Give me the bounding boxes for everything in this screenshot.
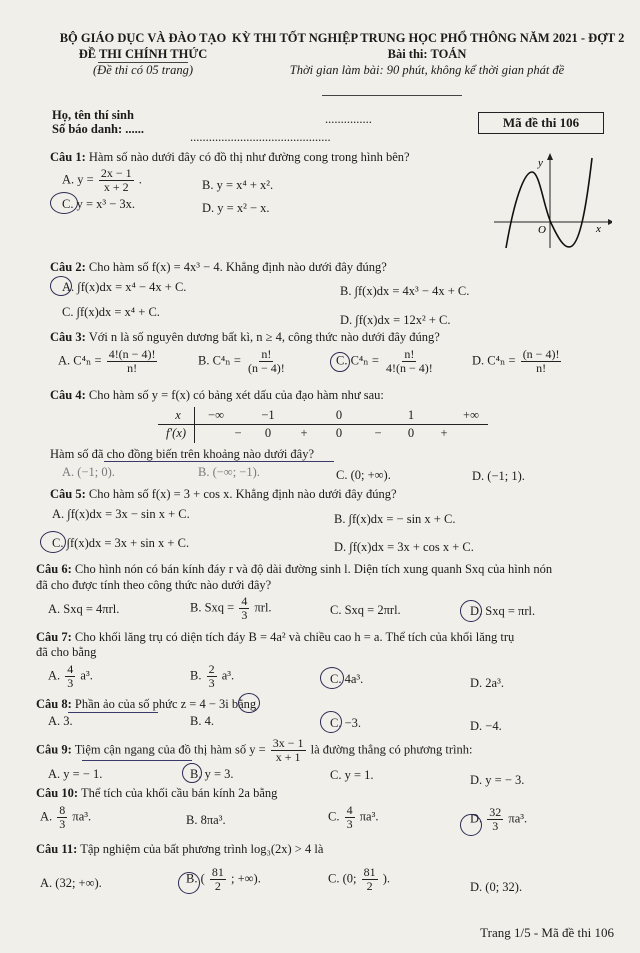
q6-b-post: πrl. bbox=[254, 600, 272, 615]
q3-option-d bbox=[472, 348, 563, 375]
q2-number: Câu 2: bbox=[50, 260, 86, 274]
answer-mark-q9 bbox=[182, 763, 202, 783]
page-footer: Trang 1/5 - Mã đề thi 106 bbox=[480, 925, 614, 940]
q8-stem bbox=[36, 697, 256, 712]
q10-d-prefix: D. bbox=[470, 811, 483, 826]
q6-b-den: 3 bbox=[241, 608, 248, 622]
q6-b-num: 4 bbox=[241, 594, 248, 608]
q8-option-b: B. 4. bbox=[190, 714, 214, 728]
q9-option-a: A. y = − 1. bbox=[48, 767, 103, 781]
sign-table-f-cell: 0 bbox=[264, 426, 272, 440]
q7-b-den: 3 bbox=[208, 676, 215, 690]
q6-option-c: C. Sxq = 2πrl. bbox=[330, 603, 401, 617]
q3-c-num: n! bbox=[404, 347, 415, 361]
q3-option-b bbox=[198, 348, 289, 375]
q11-c-fraction bbox=[362, 866, 378, 893]
header-right-rule bbox=[322, 95, 462, 96]
q7-a-fraction bbox=[65, 663, 75, 690]
sign-table-f-cell: 0 bbox=[407, 426, 415, 440]
q6-stem-line2: đã cho được tính theo công thức nào dưới đây? bbox=[36, 578, 272, 592]
answer-mark-q3 bbox=[330, 352, 350, 372]
answer-mark-q2 bbox=[50, 276, 72, 296]
q10-text: Thể tích của khối cầu bán kính 2a bằng bbox=[80, 786, 278, 800]
q9-fraction bbox=[271, 737, 306, 764]
q3-text: Với n là số nguyên dương bất kì, n ≥ 4, công thức nào dưới đây đúng? bbox=[88, 330, 440, 344]
q3-a-fraction bbox=[107, 348, 158, 375]
q7-a-post: a³. bbox=[80, 668, 93, 683]
q3-d-num: (n − 4)! bbox=[522, 347, 560, 361]
q11-c-num: 81 bbox=[363, 865, 376, 879]
annotation-underline-q4 bbox=[104, 461, 334, 462]
q2-option-b: B. ∫f(x)dx = 4x³ − 4x + C. bbox=[340, 284, 470, 298]
q7-b-fraction bbox=[207, 663, 217, 690]
graph-x-arrow bbox=[608, 219, 612, 225]
q1-option-b: B. y = x⁴ + x². bbox=[202, 178, 274, 192]
q3-b-fraction bbox=[246, 348, 287, 375]
ministry-name: BỘ GIÁO DỤC VÀ ĐÀO TẠO bbox=[59, 31, 227, 45]
q6-stem-line1 bbox=[36, 562, 552, 577]
q7-a-prefix: A. bbox=[48, 668, 61, 683]
q3-b-num: n! bbox=[261, 347, 272, 361]
q3-a-prefix: A. C⁴ₙ = bbox=[58, 353, 102, 368]
q7-option-d: D. 2a³. bbox=[470, 676, 504, 690]
q11-c-prefix: C. (0; bbox=[328, 871, 357, 886]
sign-table-f-cell: + bbox=[300, 426, 308, 440]
q9-frac-num: 3x − 1 bbox=[272, 736, 304, 750]
q9-option-b: B. y = 3. bbox=[190, 767, 234, 781]
sign-table-f-cell: − bbox=[234, 426, 242, 440]
q11-option-a: A. (32; +∞). bbox=[40, 876, 102, 890]
q10-number: Câu 10: bbox=[36, 786, 79, 800]
q5-option-a: A. ∫f(x)dx = 3x − sin x + C. bbox=[52, 507, 190, 521]
q5-number: Câu 5: bbox=[50, 487, 86, 501]
q2-option-c: C. ∫f(x)dx = x⁴ + C. bbox=[62, 305, 160, 319]
graph-y-arrow bbox=[547, 153, 553, 160]
q7-b-prefix: B. bbox=[190, 668, 202, 683]
answer-mark-q6 bbox=[460, 600, 482, 622]
q7-a-den: 3 bbox=[67, 676, 74, 690]
answer-mark-q7 bbox=[320, 667, 344, 689]
graph-origin-label: O bbox=[538, 224, 546, 236]
q9-frac-den: x + 1 bbox=[275, 750, 301, 764]
q3-option-a bbox=[58, 348, 159, 375]
q7-stem-line1 bbox=[36, 630, 514, 645]
exam-code-box: Mã đề thi 106 bbox=[478, 112, 604, 134]
q9-text-pre: Tiệm cận ngang của đồ thị hàm số y = bbox=[74, 742, 266, 757]
q11-option-d: D. (0; 32). bbox=[470, 880, 523, 894]
q9-text-post: là đường thẳng có phương trình: bbox=[310, 742, 473, 757]
q10-d-den: 3 bbox=[492, 819, 499, 833]
q1-a-prefix: A. y = bbox=[62, 172, 94, 187]
q6-b-fraction bbox=[239, 595, 249, 622]
q10-a-den: 3 bbox=[59, 817, 66, 831]
q7-stem-line2: đã cho bằng bbox=[36, 645, 97, 659]
q3-stem bbox=[50, 330, 440, 345]
answer-mark-q5 bbox=[40, 531, 66, 553]
q8-option-a: A. 3. bbox=[48, 714, 73, 728]
q6-option-b bbox=[190, 595, 272, 622]
q3-a-den: n! bbox=[127, 361, 138, 375]
name-dots: ............... bbox=[325, 112, 372, 126]
q4-sign-table bbox=[158, 407, 488, 443]
q2-text: Cho hàm số f(x) = 4x³ − 4. Khẳng định nào dưới đây đúng? bbox=[88, 260, 387, 274]
q8-option-c: C. −3. bbox=[330, 716, 362, 730]
id-dots: ............................................. bbox=[190, 130, 331, 144]
annotation-circle-q8 bbox=[238, 693, 260, 713]
q1-option-c: C. y = x³ − 3x. bbox=[62, 197, 136, 211]
exam-title: KỲ THI TỐT NGHIỆP TRUNG HỌC PHỔ THÔNG NĂM 2021 - ĐỢT 2 bbox=[232, 31, 625, 45]
sign-table-x-cell: +∞ bbox=[463, 408, 479, 422]
q4-option-b: B. (−∞; −1). bbox=[198, 465, 260, 479]
q10-a-prefix: A. bbox=[40, 809, 53, 824]
q1-option-d: D. y = x² − x. bbox=[202, 201, 270, 215]
q11-c-post: ). bbox=[382, 871, 391, 886]
q8-option-d: D. −4. bbox=[470, 719, 502, 733]
q7-text1: Cho khối lăng trụ có diện tích đáy B = 4a² và chiều cao h = a. Thể tích của khối lăng trụ bbox=[74, 630, 515, 644]
q6-number: Câu 6: bbox=[36, 562, 72, 576]
q5-option-c: C. ∫f(x)dx = 3x + sin x + C. bbox=[52, 536, 190, 550]
q10-c-prefix: C. bbox=[328, 809, 340, 824]
q3-c-prefix: C. C⁴ₙ = bbox=[336, 353, 379, 368]
q7-number: Câu 7: bbox=[36, 630, 72, 644]
q7-option-c: C. 4a³. bbox=[330, 672, 364, 686]
sign-table-f-cell: − bbox=[374, 426, 382, 440]
q7-a-num: 4 bbox=[67, 662, 74, 676]
q2-option-a: A. ∫f(x)dx = x⁴ − 4x + C. bbox=[62, 280, 187, 294]
q4-stem bbox=[50, 388, 384, 403]
q7-option-a bbox=[48, 663, 93, 690]
q8-text: Phần ảo của số phức z = 4 − 3i bằng bbox=[74, 697, 257, 711]
q8-number: Câu 8: bbox=[36, 697, 72, 711]
q10-c-post: πa³. bbox=[359, 809, 379, 824]
q11-b-num: 81 bbox=[211, 865, 224, 879]
header-left-rule bbox=[98, 62, 188, 63]
q10-c-num: 4 bbox=[346, 803, 353, 817]
q10-option-a bbox=[40, 804, 91, 831]
q3-b-prefix: B. C⁴ₙ = bbox=[198, 353, 241, 368]
sign-table-x-cell: −∞ bbox=[208, 408, 224, 422]
graph-x-label: x bbox=[596, 223, 601, 235]
q10-c-den: 3 bbox=[346, 817, 353, 831]
q1-text: Hàm số nào dưới đây có đồ thị như đường cong trong hình bên? bbox=[88, 150, 410, 164]
q11-c-den: 2 bbox=[366, 879, 373, 893]
sign-table-f-cell: + bbox=[440, 426, 448, 440]
answer-mark-q11 bbox=[178, 872, 200, 894]
student-id-label: Số báo danh: ...... bbox=[52, 122, 145, 136]
official-label: ĐỀ THI CHÍNH THỨC bbox=[78, 47, 208, 61]
pages-note: (Đề thi có 05 trang) bbox=[93, 63, 193, 77]
q6-option-a: A. Sxq = 4πrl. bbox=[48, 602, 120, 616]
q5-stem bbox=[50, 487, 397, 502]
sign-table-x-cell: −1 bbox=[261, 408, 275, 422]
sign-table-x-cell: 0 bbox=[335, 408, 343, 422]
q7-b-num: 2 bbox=[208, 662, 215, 676]
q10-option-b: B. 8πa³. bbox=[186, 813, 226, 827]
q10-c-fraction bbox=[345, 804, 355, 831]
q10-a-fraction bbox=[57, 804, 67, 831]
q10-stem bbox=[36, 786, 277, 801]
q11-option-c bbox=[328, 866, 390, 893]
sign-table-x-head: x bbox=[175, 408, 181, 422]
q11-text: Tập nghiệm của bất phương trình log₃(2x) > 4 là bbox=[80, 842, 324, 856]
q10-d-post: πa³. bbox=[508, 811, 528, 826]
q10-a-num: 8 bbox=[59, 803, 66, 817]
q7-option-b bbox=[190, 663, 234, 690]
q11-b-post: ; +∞). bbox=[231, 871, 261, 886]
q3-number: Câu 3: bbox=[50, 330, 86, 344]
q11-number: Câu 11: bbox=[36, 842, 78, 856]
q3-option-c bbox=[336, 348, 437, 375]
q3-d-den: n! bbox=[536, 361, 547, 375]
q1-option-a bbox=[62, 167, 142, 194]
q3-c-den: 4!(n − 4)! bbox=[386, 361, 433, 375]
q4-option-a: A. (−1; 0). bbox=[62, 465, 115, 479]
q1-a-den: x + 2 bbox=[103, 180, 129, 194]
q11-b-prefix: B. ( bbox=[186, 871, 205, 886]
q2-option-d: D. ∫f(x)dx = 12x² + C. bbox=[340, 313, 451, 327]
q6-option-d: D. Sxq = πrl. bbox=[470, 604, 536, 618]
q2-stem bbox=[50, 260, 387, 275]
q6-text1: Cho hình nón có bán kính đáy r và độ dài đường sinh l. Diện tích xung quanh Sxq của hình nón bbox=[74, 562, 553, 576]
q1-a-post: . bbox=[138, 172, 142, 187]
sign-table-col-line bbox=[194, 407, 195, 443]
header-right bbox=[232, 30, 625, 78]
q10-option-c bbox=[328, 804, 378, 831]
answer-mark-q1 bbox=[50, 192, 78, 214]
q9-option-c: C. y = 1. bbox=[330, 768, 374, 782]
time-note: Thời gian làm bài: 90 phút, không kể thời gian phát đề bbox=[289, 63, 565, 77]
q3-d-prefix: D. C⁴ₙ = bbox=[472, 353, 516, 368]
q3-c-fraction bbox=[384, 348, 435, 375]
q11-b-den: 2 bbox=[214, 879, 221, 893]
q11-stem bbox=[36, 842, 323, 857]
subject-label: Bài thi: TOÁN bbox=[387, 47, 467, 61]
q1-number: Câu 1: bbox=[50, 150, 86, 164]
sign-table-x-cell: 1 bbox=[407, 408, 415, 422]
q1-stem bbox=[50, 150, 410, 165]
q3-a-num: 4!(n − 4)! bbox=[108, 347, 156, 361]
sign-table-f-head: f′(x) bbox=[165, 426, 187, 440]
q1-graph bbox=[492, 150, 612, 250]
q9-option-d: D. y = − 3. bbox=[470, 773, 525, 787]
q10-d-fraction bbox=[487, 806, 503, 833]
q10-d-num: 32 bbox=[489, 805, 502, 819]
answer-mark-q10 bbox=[460, 814, 482, 836]
q5-option-b: B. ∫f(x)dx = − sin x + C. bbox=[334, 512, 456, 526]
q4-number: Câu 4: bbox=[50, 388, 86, 402]
q5-option-d: D. ∫f(x)dx = 3x + cos x + C. bbox=[334, 540, 474, 554]
q10-a-post: πa³. bbox=[72, 809, 92, 824]
annotation-underline-q8 bbox=[68, 712, 158, 713]
q3-b-den: (n − 4)! bbox=[248, 361, 285, 375]
q1-a-fraction bbox=[99, 167, 134, 194]
q5-text: Cho hàm số f(x) = 3 + cos x. Khẳng định nào dưới đây đúng? bbox=[88, 487, 397, 501]
q7-b-post: a³. bbox=[221, 668, 235, 683]
annotation-underline-q9 bbox=[82, 760, 192, 761]
graph-y-label: y bbox=[538, 157, 543, 169]
q4-option-c: C. (0; +∞). bbox=[336, 468, 391, 482]
q4-option-d: D. (−1; 1). bbox=[472, 469, 525, 483]
sign-table-f-cell: 0 bbox=[335, 426, 343, 440]
q1-a-num: 2x − 1 bbox=[100, 166, 132, 180]
q3-d-fraction bbox=[521, 348, 562, 375]
q11-b-fraction bbox=[210, 866, 226, 893]
student-name-label: Họ, tên thí sinh bbox=[52, 108, 134, 122]
sign-table-row-line bbox=[158, 424, 488, 425]
q9-number: Câu 9: bbox=[36, 742, 72, 757]
q4-text: Cho hàm số y = f(x) có bảng xét dấu của đạo hàm như sau: bbox=[88, 388, 384, 402]
q4-question: Hàm số đã cho đồng biến trên khoảng nào dưới đây? bbox=[50, 447, 315, 461]
header-left bbox=[58, 30, 228, 78]
answer-mark-q8 bbox=[320, 711, 342, 733]
q6-b-prefix: B. Sxq = bbox=[190, 600, 235, 615]
graph-curve bbox=[506, 158, 592, 248]
